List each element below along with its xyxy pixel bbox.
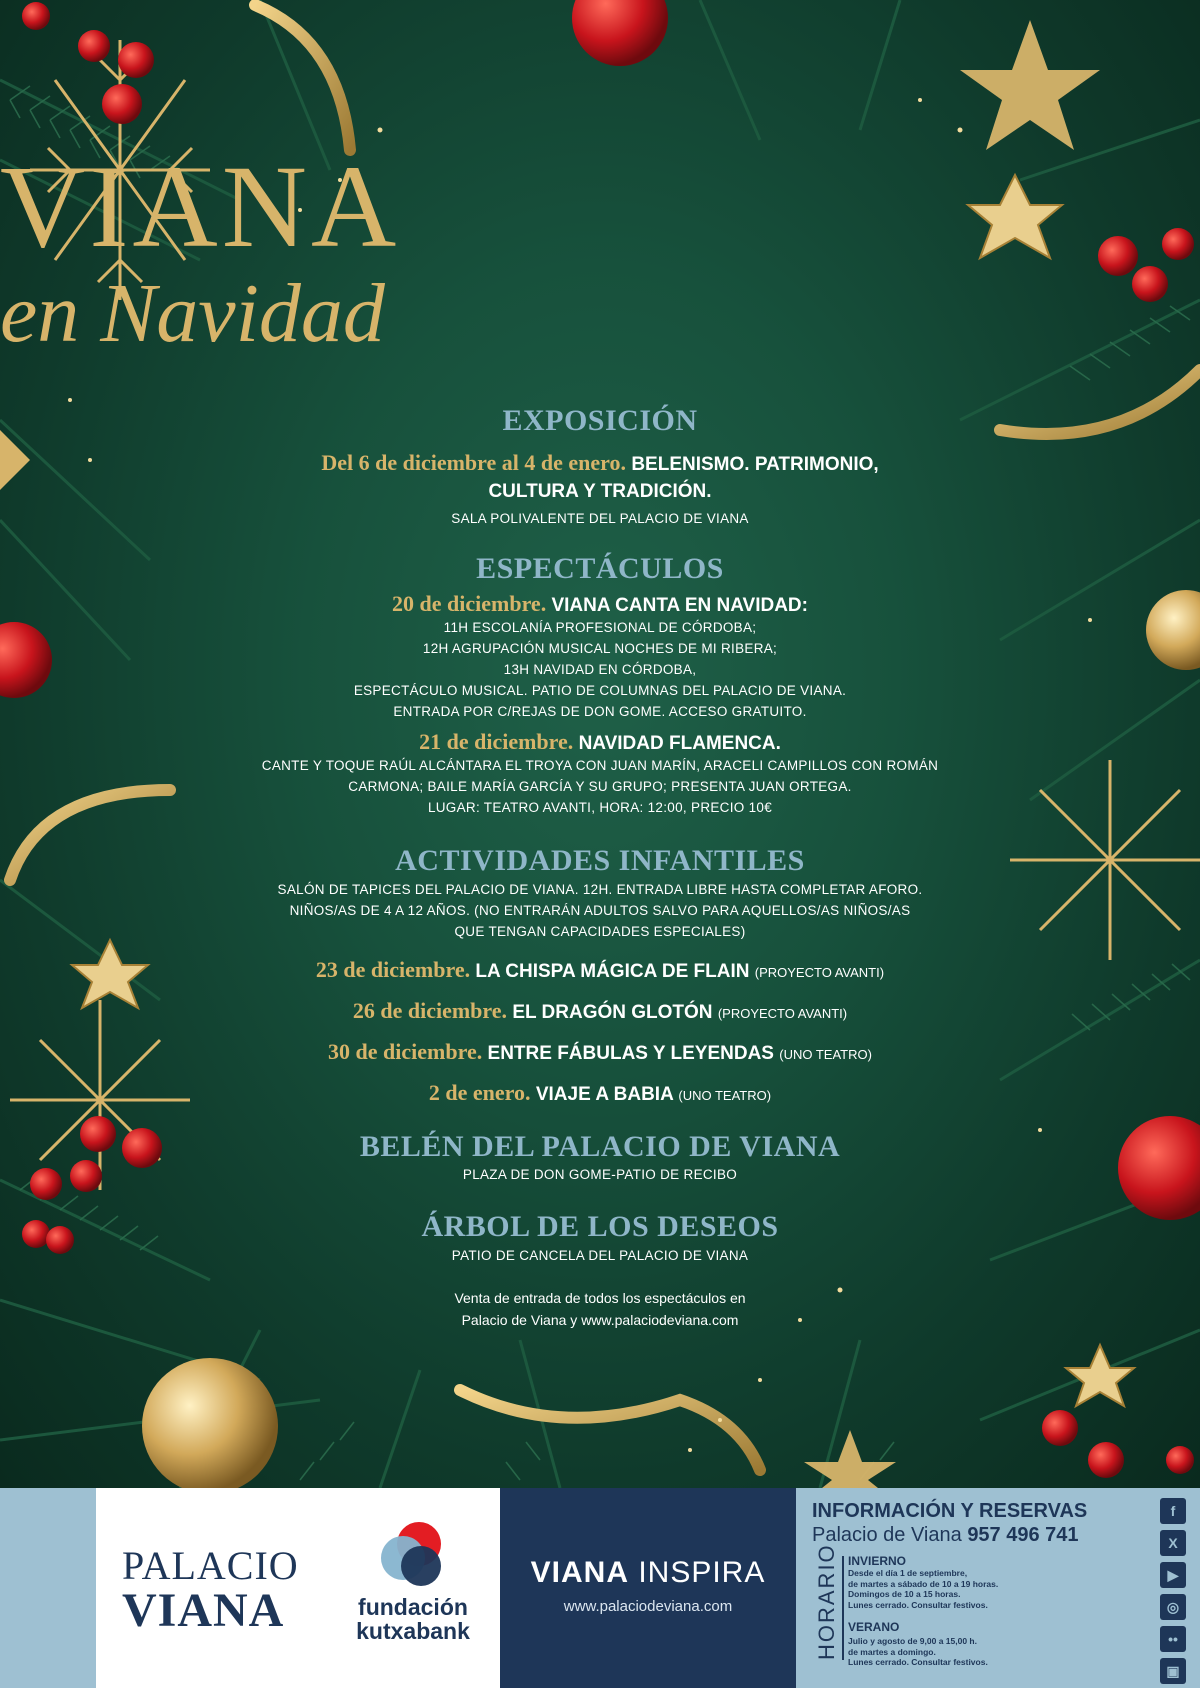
exposicion-line [0,448,1200,479]
flickr-icon[interactable]: •• [1160,1626,1186,1652]
infantil-event [0,955,1200,987]
heading-arbol: ÁRBOL DE LOS DESEOS [421,1210,779,1243]
event-title: EL DRAGÓN GLOTÓN [512,1002,713,1023]
detail-line: 12H AGRUPACIÓN MUSICAL NOCHES DE MI RIBERA; [422,641,778,656]
exposicion-title-a: BELENISMO. PATRIMONIO, [631,454,879,475]
event-date: 30 de diciembre. [328,1039,483,1064]
horario-label-box [800,1543,852,1660]
event-date: 2 de enero. [428,1080,531,1105]
info-phone[interactable]: 957 496 741 [967,1524,1079,1546]
verano-label: VERANO [848,1620,900,1634]
espectaculo-1-title: VIANA CANTA EN NAVIDAD: [551,595,808,616]
detail-line: 13H NAVIDAD EN CÓRDOBA, [503,662,697,677]
espectaculo-1-details [0,617,1200,722]
fundacion-kutxabank-logo [348,1518,478,1643]
camera-icon[interactable]: ▣ [1160,1658,1186,1684]
exposicion-title-b: CULTURA Y TRADICIÓN. [488,481,712,502]
espectaculo-2-header [0,727,1200,758]
logo-line-2: VIANA [122,1584,285,1637]
title-viana: VIANA [0,141,401,272]
info-place: Palacio de Viana [812,1524,962,1546]
espectaculo-1-date: 20 de diciembre. [392,591,547,616]
infantil-event [0,1037,1200,1069]
detail-line: NIÑOS/AS DE 4 A 12 AÑOS. (NO ENTRARÁN ADULTOS SALVO PARA AQUELLOS/AS NIÑOS/AS [289,903,911,918]
heading-actividades-infantiles: ACTIVIDADES INFANTILES [395,844,805,877]
espectaculo-2-details [0,755,1200,818]
infantil-event [0,1078,1200,1110]
event-note: (UNO TEATRO) [779,1047,872,1062]
venta-line: Palacio de Viana y www.palaciodeviana.com [461,1312,739,1328]
event-date: 26 de diciembre. [352,998,508,1023]
detail-line: ENTRADA POR C/REJAS DE DON GOME. ACCESO GRATUITO. [393,704,807,719]
website-link[interactable]: www.palaciodeviana.com [563,1598,733,1615]
detail-line: SALÓN DE TAPICES DEL PALACIO DE VIANA. 12H. ENTRADA LIBRE HASTA COMPLETAR AFORO. [277,882,923,897]
detail-line: 11H ESCOLANÍA PROFESIONAL DE CÓRDOBA; [443,620,757,635]
facebook-icon[interactable]: f [1160,1498,1186,1524]
infantil-event [0,996,1200,1028]
schedule-line: Julio y agosto de 9,00 a 15,00 h. [848,1636,977,1646]
kutxabank-text: kutxabank [356,1618,470,1644]
exposicion-place: SALA POLIVALENTE DEL PALACIO DE VIANA [451,511,749,526]
schedule-line: de martes a sábado de 10 a 19 horas. [848,1578,999,1589]
youtube-icon[interactable]: ▶ [1160,1562,1186,1588]
detail-line: CARMONA; BAILE MARÍA GARCÍA Y SU GRUPO; PRESENTA JUAN ORTEGA. [348,779,852,794]
x-icon[interactable]: X [1160,1530,1186,1556]
event-title: ENTRE FÁBULAS Y LEYENDAS [487,1043,774,1064]
event-note: (PROYECTO AVANTI) [717,1006,848,1021]
detail-line: ESPECTÁCULO MUSICAL. PATIO DE COLUMNAS DEL PALACIO DE VIANA. [353,683,847,698]
fundacion-text: fundación [358,1594,468,1620]
espectaculo-1-header [0,589,1200,620]
heading-espectaculos: ESPECTÁCULOS [476,552,724,585]
belen-place: PLAZA DE DON GOME-PATIO DE RECIBO [462,1167,738,1182]
schedule-line: de martes a domingo. [848,1646,936,1657]
espectaculo-2-title: NAVIDAD FLAMENCA. [578,733,781,754]
venta-line: Venta de entrada de todos los espectáculos en [454,1290,746,1306]
event-date: 23 de diciembre. [315,957,471,982]
schedule-line: Domingos de 10 a 15 horas. [848,1589,961,1599]
schedule-line: Desde el día 1 de septiembre, [848,1568,968,1578]
info-title: INFORMACIÓN Y RESERVAS [812,1500,1088,1522]
viana-inspira-b: INSPIRA [638,1556,766,1589]
schedule-line: Lunes cerrado. Consultar festivos. [848,1599,988,1610]
invierno-label: INVIERNO [848,1554,907,1568]
schedule-line: Lunes cerrado. Consultar festivos. [848,1657,988,1667]
detail-line: LUGAR: TEATRO AVANTI, HORA: 12:00, PRECIO 10€ [427,800,773,815]
kutxabank-circles-icon [373,1518,453,1590]
infantiles-details [0,879,1200,942]
event-title: VIAJE A BABIA [535,1084,674,1105]
venta-text [0,1287,1200,1331]
palacio-de-viana-logo [122,1545,322,1635]
viana-inspira-a: VIANA [530,1556,629,1589]
horario-divider [842,1556,844,1660]
arbol-place: PATIO DE CANCELA DEL PALACIO DE VIANA [451,1248,749,1263]
event-title: LA CHISPA MÁGICA DE FLAIN [475,961,750,982]
heading-belen: BELÉN DEL PALACIO DE VIANA [359,1130,841,1163]
detail-line: CANTE Y TOQUE RAÚL ALCÁNTARA EL TROYA CON JUAN MARÍN, ARACELI CAMPILLOS CON ROMÁN [261,758,939,773]
horario-label: HORARIO [814,1543,839,1660]
espectaculo-2-date: 21 de diciembre. [419,729,574,754]
logo-line-1: PALACIO [122,1543,299,1588]
exposicion-date: Del 6 de diciembre al 4 de enero. [321,450,627,475]
verano-details [848,1636,988,1668]
event-note: (UNO TEATRO) [678,1088,772,1103]
instagram-icon[interactable]: ◎ [1160,1594,1186,1620]
title-en-navidad: en Navidad [0,267,385,360]
detail-line: QUE TENGAN CAPACIDADES ESPECIALES) [454,924,746,939]
info-contact [812,1524,1079,1547]
event-note: (PROYECTO AVANTI) [754,965,885,980]
invierno-details [848,1568,998,1610]
heading-exposicion: EXPOSICIÓN [502,404,698,437]
viana-inspira [500,1556,796,1590]
footer-left-strip [0,1488,96,1688]
